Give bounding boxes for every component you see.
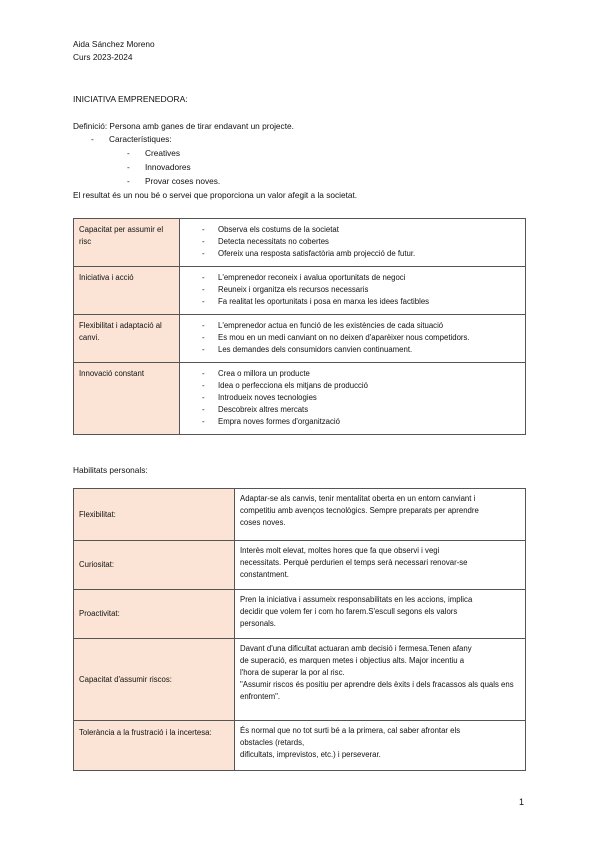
table-row [74,363,526,435]
course-year: Curs 2023-2024 [73,52,133,62]
table-row [74,315,526,363]
text-line: enfrontem". [240,692,281,701]
list-item: - Reuneix i organitza els recursos necessaris [200,284,521,296]
table-row [74,267,526,315]
skill-label: Tolerància a la frustració i la incertesa: [74,721,235,771]
definition-text: Definició: Persona amb ganes de tirar endavant un projecte. [73,121,294,131]
skill-label: Flexibilitat: [74,489,235,541]
text-line: l'hora de superar la por al risc. [240,668,345,677]
text-line: "Assumir riscos és positiu per aprendre dels èxits i dels fracassos als quals ens [240,680,514,689]
text-line: competitiu amb avenços tecnològics. Sempre preparats per aprendre [240,506,479,515]
text-line: Davant d'una dificultat actuaran amb decisió i fermesa.Tenen afany [240,644,472,653]
text-line: decidir que volem fer i com ho farem.S'escull segons els valors [240,607,458,616]
trait-label: Innovació constant [74,363,180,435]
skill-label: Curiositat: [74,541,235,590]
list-item: - Descobreix altres mercats [200,404,521,416]
text-line: necessitats. Perquè perdurien el temps serà necessari renovar-se [240,558,468,567]
skill-label: Capacitat d'assumir riscos: [74,639,235,721]
text-line: dificultats, imprevistos, etc.) i perseverar. [240,750,381,759]
list-item: - Detecta necessitats no cobertes [200,236,521,248]
text-line: Adaptar-se als canvis, tenir mentalitat oberta en un entorn canviant i [240,494,476,503]
trait-details [180,315,526,363]
characteristics-label: - Característiques: [91,134,172,144]
table-row [74,721,526,771]
traits-table [73,218,526,435]
skill-description [235,590,526,639]
text-line: obstacles (retards, [240,738,305,747]
text-line: coses noves. [240,518,286,527]
table-row [74,219,526,267]
skill-label: Proactivitat: [74,590,235,639]
trait-label: Flexibilitat i adaptació al canvi. [74,315,180,363]
characteristic-item: - Provar coses noves. [127,176,221,186]
list-item: - Ofereix una resposta satisfactòria amb projecció de futur. [200,248,521,260]
list-item: - Observa els costums de la societat [200,224,521,236]
characteristic-item: - Innovadores [127,162,191,172]
list-item: - Les demandes dels consumidors canvien continuament. [200,344,521,356]
table-row [74,489,526,541]
trait-label: Capacitat per assumir el risc [74,219,180,267]
list-item: - Introdueix noves tecnologies [200,392,521,404]
list-item: - Fa realitat les oportunitats i posa en marxa les idees factibles [200,296,521,308]
list-item: - Empra noves formes d'organització [200,416,521,428]
trait-label: Iniciativa i acció [74,267,180,315]
table-row [74,590,526,639]
list-item: - Es mou en un medi canviant on no deixen d'aparèixer nous competidors. [200,332,521,344]
skill-description [235,721,526,771]
text-line: Interès molt elevat, moltes hores que fa que observi i vegi [240,546,440,555]
list-item: - L'emprenedor reconeix i avalua oportunitats de negoci [200,272,521,284]
skills-table [73,488,526,771]
list-item: - Crea o millora un producte [200,368,521,380]
skill-description [235,541,526,590]
trait-details [180,219,526,267]
author-name: Aida Sánchez Moreno [73,39,155,49]
table-row [74,541,526,590]
table-row [74,639,526,721]
text-line: constantment. [240,570,289,579]
result-text: El resultat és un nou bé o servei que proporciona un valor afegit a la societat. [73,190,358,200]
skill-description [235,489,526,541]
text-line: personals. [240,619,276,628]
characteristic-item: - Creatives [127,148,181,158]
list-item: - Idea o perfecciona els mitjans de producció [200,380,521,392]
trait-details [180,363,526,435]
text-line: de superació, es marquen metes i objectius alts. Major incentiu a [240,656,465,665]
list-item: - L'emprenedor actua en funció de les existències de cada situació [200,320,521,332]
section-title: Habilitats personals: [73,465,148,475]
text-line: És normal que no tot surti bé a la primera, cal saber afrontar els [240,726,461,735]
trait-details [180,267,526,315]
page-number: 1 [519,797,525,807]
page-title: INICIATIVA EMPRENEDORA: [73,94,188,104]
text-line: Pren la iniciativa i assumeix responsabilitats en les accions, implica [240,595,473,604]
skill-description [235,639,526,721]
